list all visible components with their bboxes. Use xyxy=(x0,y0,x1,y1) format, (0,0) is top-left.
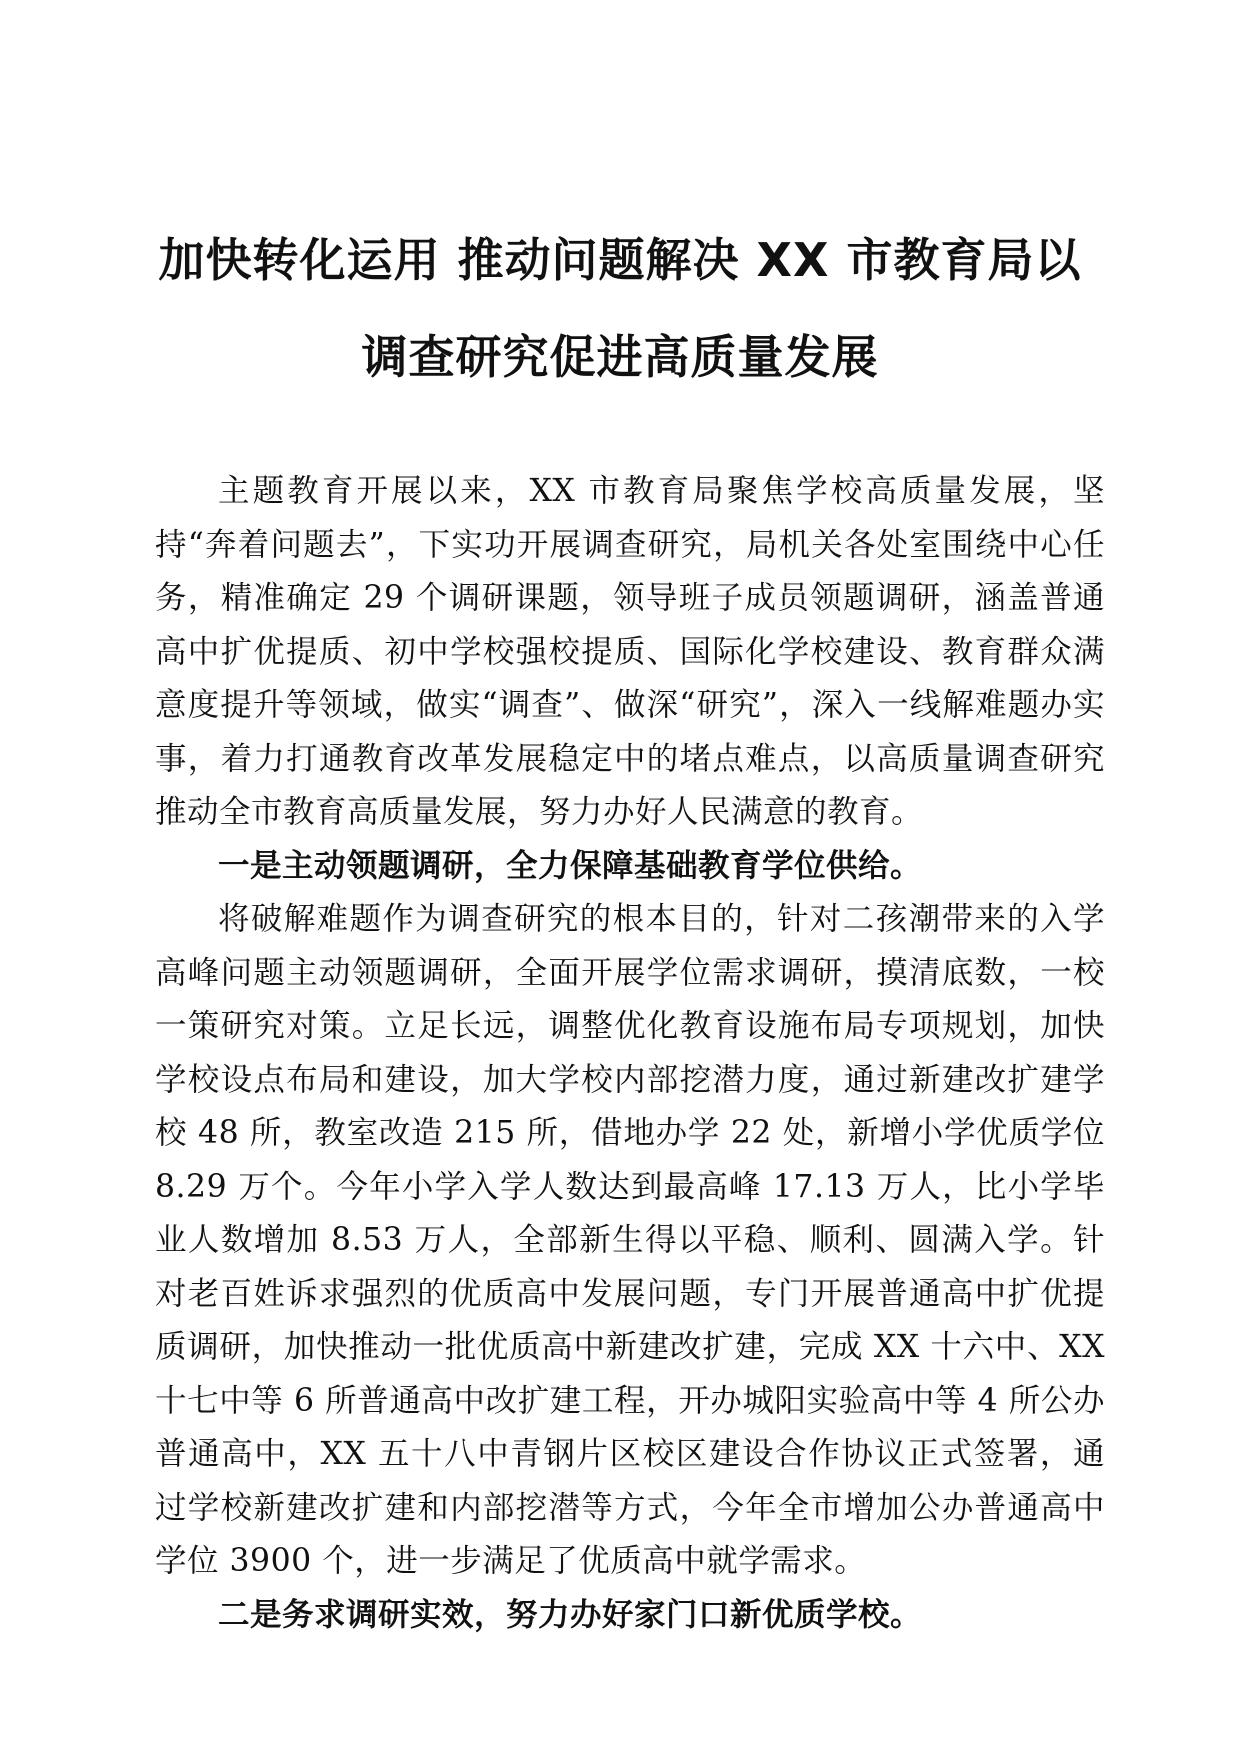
section-1-paragraph: 将破解难题作为调查研究的根本目的，针对二孩潮带来的入学高峰问题主动领题调研，全面开展学位需求调研，摸清底数，一校一策研究对策。立足长远，调整优化教育设施布局专项规划，加快学校设点布局和建设，加大学校内部挖潜力度，通过新建改扩建学校 48 所，教室改造 215 所，借地办学 22 处，新增小学优质学位 8.29 万个。今年小学入学人数达到最高峰 17.13 万人，比小学毕业人数增加 8.53 万人，全部新生得以平稳、顺利、圆满入学。针对老百姓诉求强烈的优质高中发展问题，专门开展普通高中扩优提质调研，加快推动一批优质高中新建改扩建，完成 XX 十六中、XX 十七中等 6 所普通高中改扩建工程，开办城阳实验高中等 4 所公办普通高中，XX 五十八中青钢片区校区建设合作协议正式签署，通过学校新建改扩建和内部挖潜等方式，今年全市增加公办普通高中学位 3900 个，进一步满足了优质高中就学需求。 xyxy=(155,901,1105,1579)
section-heading-1: 一是主动领题调研，全力保障基础教育学位供给。 xyxy=(218,847,923,884)
section-heading-2: 二是务求调研实效，努力办好家门口新优质学校。 xyxy=(218,1596,923,1633)
document-title-line-1: 加快转化运用 推动问题解决 XX 市教育局以 xyxy=(158,233,1082,287)
document-title-line-2: 调查研究促进高质量发展 xyxy=(361,330,879,384)
document-body xyxy=(155,465,1105,1642)
intro-paragraph: 主题教育开展以来，XX 市教育局聚焦学校高质量发展，坚持“奔着问题去”，下实功开展调查研究，局机关各处室围绕中心任务，精准确定 29 个调研课题，领导班子成员领题调研，涵盖普通高中扩优提质、初中学校强校提质、国际化学校建设、教育群众满意度提升等领域，做实“调查”、做深“研究”，深入一线解难题办实事，着力打通教育改革发展稳定中的堵点难点，以高质量调查研究推动全市教育高质量发展，努力办好人民满意的教育。 xyxy=(155,473,1105,830)
